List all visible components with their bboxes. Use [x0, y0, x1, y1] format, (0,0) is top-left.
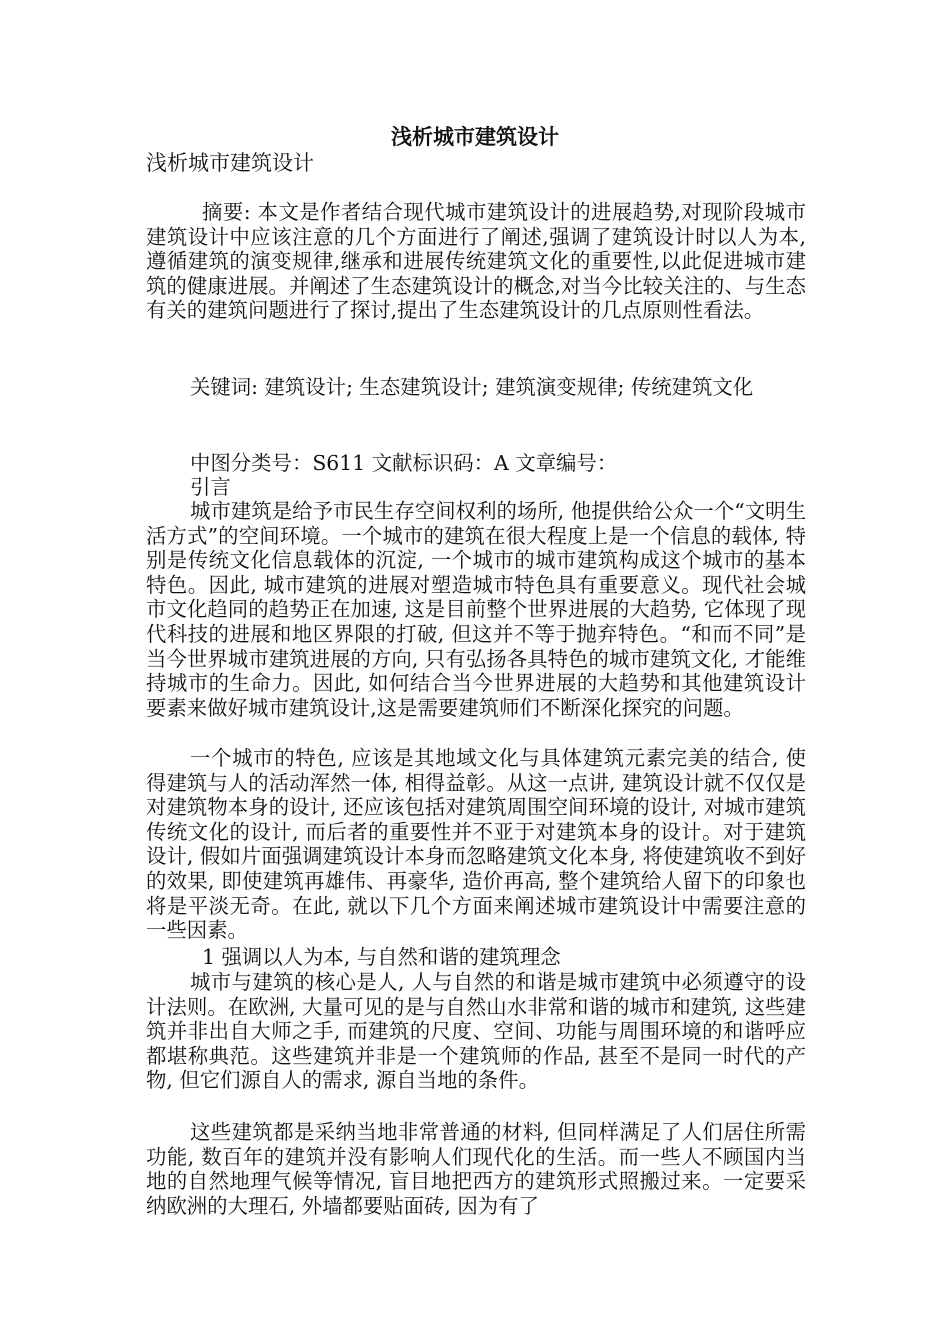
- keywords-paragraph: 关键词: 建筑设计; 生态建筑设计; 建筑演变规律; 传统建筑文化: [190, 375, 754, 399]
- body-paragraph: 城市与建筑的核心是人, 人与自然的和谐是城市建筑中必须遵守的设计法则。在欧洲, 大量可见的是与自然山水非常和谐的城市和建筑, 这些建筑并非出自大师之手, 而建筑的尺度、空间、功能与周围环境的和谐呼应都堪称典范。这些建筑并非是一个建筑师的作品, 甚至不是同一时代的产物, 但它们源自人的需求, 源自当地的条件。: [146, 970, 806, 1093]
- intro-heading: 引言: [190, 475, 231, 499]
- body-paragraph: 一个城市的特色, 应该是其地域文化与具体建筑元素完美的结合, 使得建筑与人的活动浑然一体, 相得益彰。从这一点讲, 建筑设计就不仅仅是对建筑物本身的设计, 还应该包括对建筑周围空间环境的设计, 对城市建筑传统文化的设计, 而后者的重要性并不亚于对建筑本身的设计。对于建筑设计, 假如片面强调建筑设计本身而忽略建筑文化本身, 将使建筑收不到好的效果, 即使建筑再雄伟、再豪华, 造价再高, 整个建筑给人留下的印象也将是平淡无奇。在此, 就以下几个方面来阐述城市建筑设计中需要注意的一些因素。: [146, 746, 806, 943]
- body-paragraph: 这些建筑都是采纳当地非常普通的材料, 但同样满足了人们居住所需功能, 数百年的建筑并没有影响人们现代化的生活。而一些人不顾国内当地的自然地理气候等情况, 盲目地把西方的建筑形式照搬过来。一定要采纳欧洲的大理石, 外墙都要贴面砖, 因为有了: [146, 1120, 806, 1218]
- document-subtitle: 浅析城市建筑设计: [146, 151, 314, 175]
- abstract-paragraph: 摘要: 本文是作者结合现代城市建筑设计的进展趋势,对现阶段城市建筑设计中应该注意的几个方面进行了阐述,强调了建筑设计时以人为本,遵循建筑的演变规律,继承和进展传统建筑文化的重要性,以此促进城市建筑的健康进展。并阐述了生态建筑设计的概念,对当今比较关注的、与生态有关的建筑问题进行了探讨,提出了生态建筑设计的几点原则性看法。: [146, 200, 806, 323]
- section-heading: 1 强调以人为本, 与自然和谐的建筑理念: [202, 945, 561, 969]
- document-title: 浅析城市建筑设计: [391, 125, 559, 149]
- body-paragraph: 城市建筑是给予市民生存空间权利的场所, 他提供给公众一个“文明生活方式”的空间环境。一个城市的建筑在很大程度上是一个信息的载体, 特别是传统文化信息载体的沉淀, 一个城市的城市建筑构成这个城市的基本特色。因此, 城市建筑的进展对塑造城市特色具有重要意义。现代社会城市文化趋同的趋势正在加速, 这是目前整个世界进展的大趋势, 它体现了现代科技的进展和地区界限的打破, 但这并不等于抛弃特色。“和而不同”是当今世界城市建筑进展的方向, 只有弘扬各具特色的城市建筑文化, 才能维持城市的生命力。因此, 如何结合当今世界进展的大趋势和其他建筑设计要素来做好城市建筑设计,这是需要建筑师们不断深化探究的问题。: [146, 499, 806, 720]
- classification-line: 中图分类号：S611 文献标识码：A 文章编号：: [190, 451, 618, 475]
